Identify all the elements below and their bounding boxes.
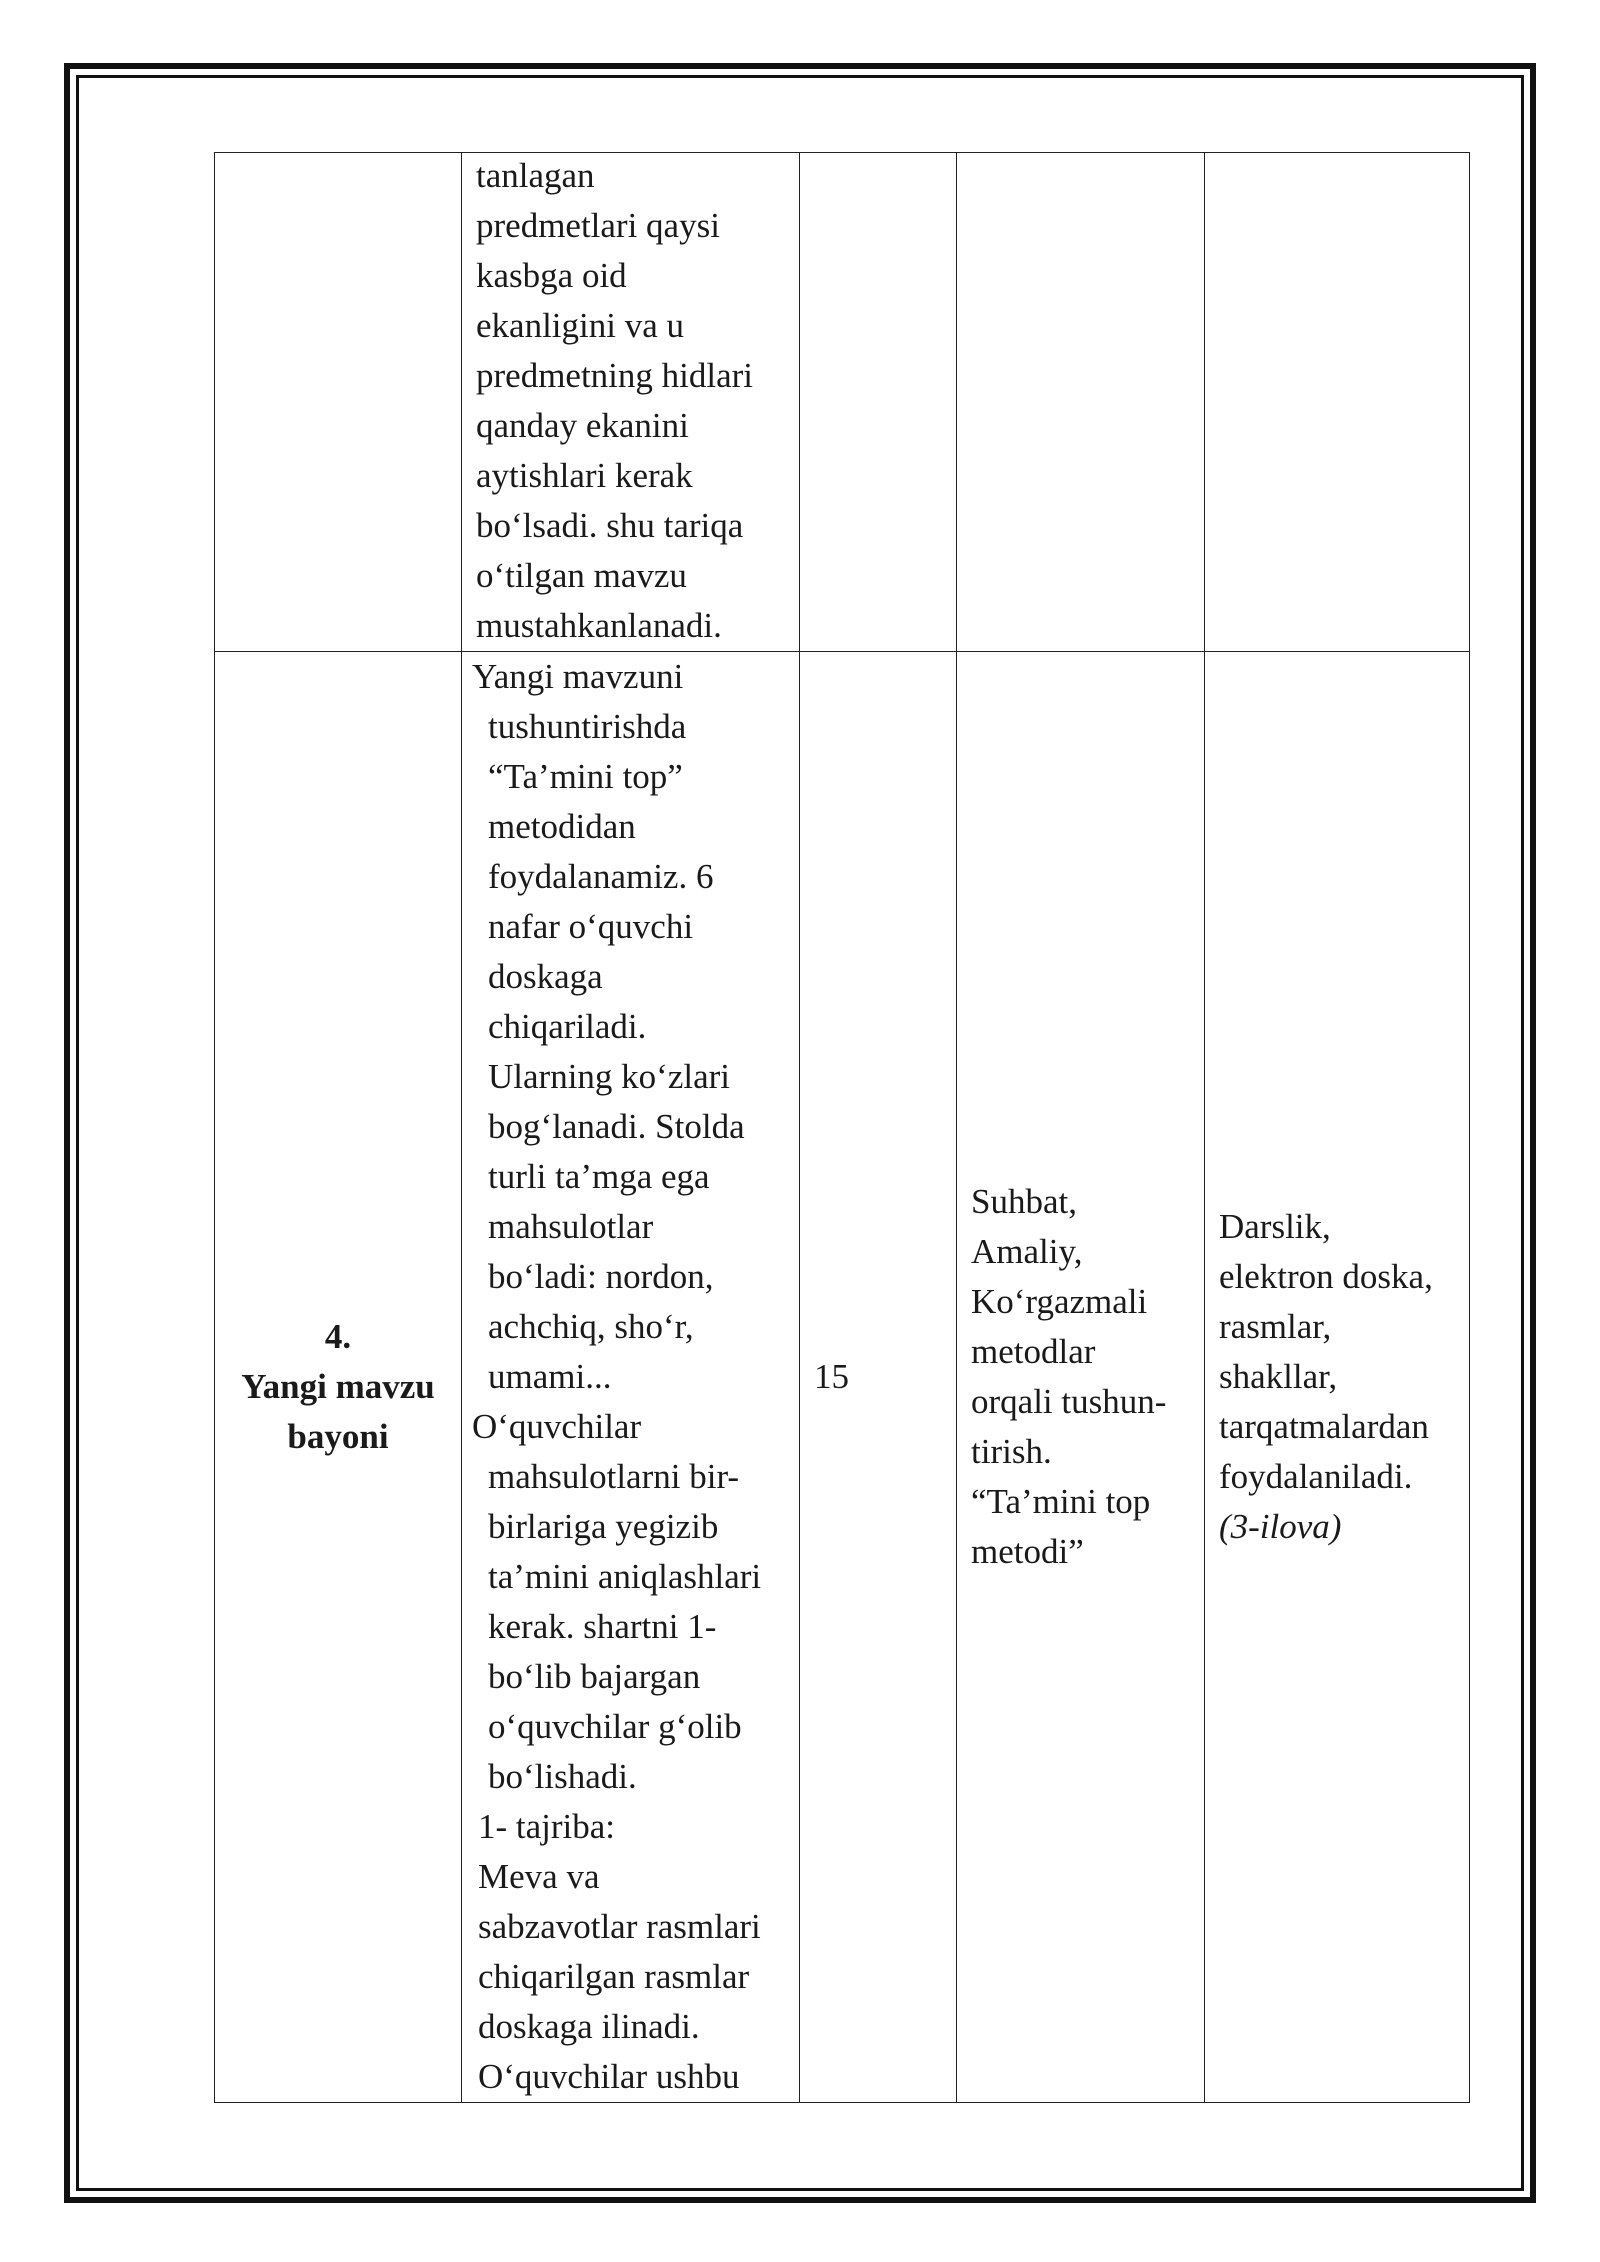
description-text <box>462 151 799 651</box>
time-cell-empty <box>800 153 957 652</box>
methods-text <box>971 1177 1204 1577</box>
text-line: tanlagan <box>476 156 595 195</box>
text-line: turli ta’mga ega <box>488 1157 710 1196</box>
resources-note: (3-ilova) <box>1219 1507 1342 1546</box>
table-row <box>215 153 1470 652</box>
text-line: O‘quvchilar ushbu <box>478 2057 740 2096</box>
text-line: bo‘lib bajargan <box>488 1657 701 1696</box>
description-paragraph <box>472 652 789 1402</box>
text-line: “Ta’mini top” <box>488 757 683 796</box>
text-line: qanday ekanini <box>476 406 689 445</box>
stage-cell-empty <box>215 153 462 652</box>
text-line: metodidan <box>488 807 636 846</box>
text-line: kerak. shartni 1- <box>488 1607 717 1646</box>
text-line: bo‘ladi: nordon, <box>488 1257 714 1296</box>
stage-title: bayoni <box>287 1417 389 1456</box>
text-line: umami... <box>488 1357 612 1396</box>
text-line: tirish. <box>971 1432 1052 1471</box>
text-line: Yangi mavzuni <box>472 657 684 696</box>
text-line: mahsulotlarni bir- <box>488 1457 740 1496</box>
text-line: predmetning hidlari <box>476 356 754 395</box>
text-line: Suhbat, <box>971 1182 1077 1221</box>
text-line: Meva va <box>478 1857 600 1896</box>
text-line: sabzavotlar rasmlari <box>478 1907 761 1946</box>
text-line: bo‘lsadi. shu tariqa <box>476 506 744 545</box>
description-paragraph <box>472 1802 789 2102</box>
description-paragraph <box>472 1402 789 1802</box>
text-line: metodlar <box>971 1332 1096 1371</box>
text-line: “Ta’mini top <box>971 1482 1151 1521</box>
text-line: tarqatmalardan <box>1219 1407 1429 1446</box>
description-cell <box>462 153 800 652</box>
text-line: Ko‘rgazmali <box>971 1282 1148 1321</box>
text-line: o‘quvchilar g‘olib <box>488 1707 742 1746</box>
stage-cell <box>215 652 462 2103</box>
text-line: doskaga ilinadi. <box>478 2007 700 2046</box>
stage-title: Yangi mavzu <box>241 1367 435 1406</box>
text-line: bog‘lanadi. Stolda <box>488 1107 745 1146</box>
description-text <box>462 652 799 2102</box>
text-line: bo‘lishadi. <box>488 1757 637 1796</box>
text-line: rasmlar, <box>1219 1307 1332 1346</box>
text-line: foydalaniladi. <box>1219 1457 1413 1496</box>
stage-number: 4. <box>324 1317 352 1356</box>
text-line: achchiq, sho‘r, <box>488 1307 694 1346</box>
text-line: orqali tushun- <box>971 1382 1167 1421</box>
text-line: O‘quvchilar <box>472 1407 642 1446</box>
text-line: nafar o‘quvchi <box>488 907 694 946</box>
methods-cell <box>957 652 1205 2103</box>
text-line: aytishlari kerak <box>476 456 693 495</box>
text-line: chiqarilgan rasmlar <box>478 1957 750 1996</box>
text-line: 1- tajriba: <box>478 1807 616 1846</box>
text-line: elektron doska, <box>1219 1257 1433 1296</box>
text-line: ta’mini aniqlashlari <box>488 1557 762 1596</box>
text-line: Amaliy, <box>971 1232 1083 1271</box>
lesson-plan-table <box>214 152 1470 2103</box>
text-line: Ularning ko‘zlari <box>488 1057 730 1096</box>
text-line: doskaga <box>488 957 603 996</box>
time-cell <box>800 652 957 2103</box>
text-line: predmetlari qaysi <box>476 206 720 245</box>
text-line: tushuntirishda <box>488 707 687 746</box>
methods-cell-empty <box>957 153 1205 652</box>
time-value: 15 <box>814 1357 849 1396</box>
resources-text <box>1219 1202 1469 1502</box>
text-line: ekanligini va u <box>476 306 685 345</box>
text-line: mahsulotlar <box>488 1207 654 1246</box>
text-line: shakllar, <box>1219 1357 1338 1396</box>
resources-cell <box>1205 652 1470 2103</box>
text-line: kasbga oid <box>476 256 627 295</box>
description-cell <box>462 652 800 2103</box>
text-line: chiqariladi. <box>488 1007 647 1046</box>
text-line: metodi” <box>971 1532 1084 1571</box>
text-line: o‘tilgan mavzu <box>476 556 687 595</box>
resources-cell-empty <box>1205 153 1470 652</box>
text-line: birlariga yegizib <box>488 1507 719 1546</box>
table-row <box>215 652 1470 2103</box>
text-line: foydalanamiz. 6 <box>488 857 714 896</box>
text-line: Darslik, <box>1219 1207 1331 1246</box>
text-line: mustahkanlanadi. <box>476 606 722 645</box>
